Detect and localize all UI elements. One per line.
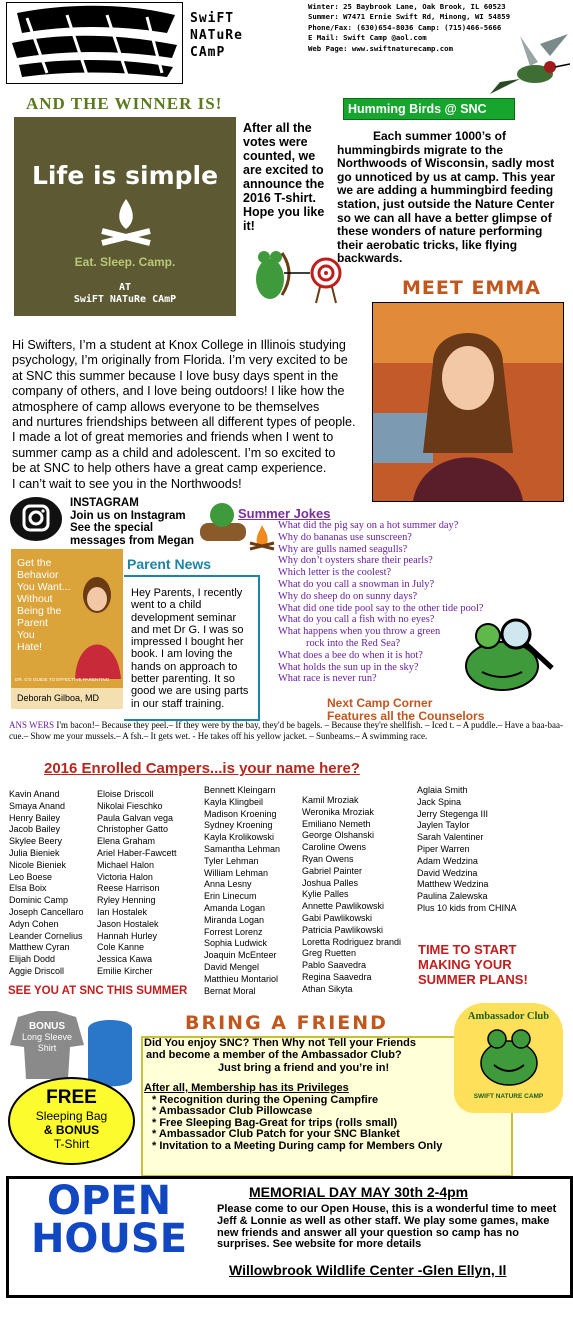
- instagram-line: Join us on Instagram: [70, 509, 186, 522]
- answers-label: ANS WERS: [9, 720, 55, 730]
- emma-photo: [372, 302, 564, 502]
- camper-name: Dominic Camp: [9, 895, 69, 906]
- camper-name: Weronika Mroziak: [302, 806, 374, 817]
- camper-name: Joshua Palles: [302, 877, 359, 888]
- camper-name: Greg Ruetten: [302, 948, 357, 959]
- ambassador-title: Ambassador Club: [467, 1011, 550, 1022]
- ambassador-subtitle: SWIFT NATURE CAMP: [473, 1093, 544, 1100]
- bring-a-friend-title: BRING A FRIEND: [185, 1012, 388, 1034]
- book-title-line: You Want...: [17, 581, 71, 593]
- joke-item: What did the pig say on a hot summer day?: [278, 520, 459, 531]
- camper-name: Miranda Logan: [204, 914, 265, 925]
- privilege-item: * Free Sleeping Bag-Great for trips (rolls small): [152, 1116, 398, 1129]
- book-author: Deborah Gilboa, MD: [11, 688, 123, 709]
- book-title-line: Being the: [17, 605, 62, 617]
- answers-text: I'm bacon!– Because they peel.– If they were by the bay, they'd be bagels. – Because they're shellfish. – Iced t. – A puddle.– Have a baa-baa-cue.– Show me your mussels.– A fsh.– It gets wet. - He takes off his yellow jacket. – Sunbeams.– A swimming race.: [9, 720, 563, 741]
- joke-item: What do you call a fish with no eyes?: [278, 614, 435, 626]
- hummingbirds-text: Each summer 1000’s of hummingbirds migrate to the Northwoods of Wisconsin, sadly most go unnoticed by us at camp. This year we are adding a hummingbird feeding station, just outside the Nature Center so we can all have a better glimpse of these wonders of nature performing their aerobatic tricks, like flying backwards.: [337, 129, 556, 266]
- camper-name: Matthew Cyran: [9, 942, 70, 953]
- emma-bio-line: company of others, and I love being outdoors! I like how the: [12, 384, 345, 399]
- bring-a-friend-intro: [144, 1037, 504, 1074]
- camper-name: Matthieu Montariol: [204, 973, 279, 984]
- free-line: T-Shirt: [53, 1137, 90, 1151]
- camper-name: Bernat Moral: [204, 985, 256, 996]
- camper-name: Ryley Henning: [97, 895, 156, 906]
- camper-name: Caroline Owens: [302, 842, 367, 853]
- camp-name-line: SwiFT: [190, 11, 235, 26]
- campfire-icon: [96, 195, 156, 251]
- camper-name: Adam Wedzina: [417, 855, 478, 866]
- camper-name: Joseph Cancellaro: [9, 906, 84, 917]
- shirt-slogan: Life is simple: [31, 161, 219, 190]
- joke-item: rock into the Red Sea?: [306, 637, 401, 649]
- book-title-line: Behavior: [17, 569, 59, 581]
- counselors-line: Features all the Counselors: [327, 709, 485, 723]
- camper-name: William Lehman: [204, 867, 269, 878]
- camper-name: Joaquin McEnteer: [204, 950, 277, 961]
- jokes-title: Summer Jokes: [238, 506, 331, 521]
- tshirt-design-image: [14, 117, 236, 316]
- shirt-camp: SwiFT NATuRe CAmP: [73, 294, 177, 305]
- camper-name: Aggie Driscoll: [9, 965, 65, 976]
- free-line: & BONUS: [43, 1123, 100, 1137]
- bonus-line: Shirt: [37, 1043, 57, 1053]
- intro-line: and become a member of the Ambassador Club?: [146, 1049, 402, 1062]
- camper-name: Leo Boese: [9, 871, 53, 882]
- camper-name: Michael Halon: [97, 859, 155, 870]
- free-sleeping-bag-badge: [8, 1077, 135, 1165]
- email-link[interactable]: E Mail: Swift Camp @aol.com: [308, 33, 427, 43]
- web-link[interactable]: Web Page: www.swiftnaturecamp.com: [308, 43, 453, 53]
- camper-name: Eloise Driscoll: [97, 789, 154, 799]
- intro-line: Just bring a friend and you’re in!: [218, 1061, 390, 1074]
- phone-info: Phone/Fax: (630)654-8036 Camp: (715)466-5666: [308, 22, 502, 32]
- book-title-line: Without: [17, 593, 53, 605]
- time-to-start: [418, 942, 528, 987]
- camper-name: Plus 10 kids from CHINA: [417, 902, 517, 913]
- camper-name: David Mengel: [204, 961, 260, 972]
- parent-news-title: Parent News: [127, 556, 212, 572]
- book-title-line: Parent: [17, 617, 48, 629]
- camper-name: Kayla Klingbeil: [204, 796, 264, 807]
- instagram-line: See the special: [70, 522, 154, 534]
- camper-name: Leander Cornelius: [9, 930, 83, 941]
- frog-magnifier-icon: [452, 608, 564, 692]
- camper-name: Smaya Anand: [9, 800, 66, 811]
- instagram-title: INSTAGRAM: [70, 497, 139, 509]
- camper-name: Jack Spina: [417, 796, 462, 807]
- hummingbirds-title: Humming Birds @ SNC: [343, 98, 515, 120]
- camper-name: Jacob Bailey: [9, 824, 61, 835]
- hummingbird-icon: [480, 34, 570, 104]
- camper-name: Amanda Logan: [204, 902, 266, 913]
- summer-address: Summer: W7471 Ernie Swift Rd, Minong, WI 54859: [308, 12, 511, 22]
- camper-name: Piper Warren: [417, 843, 470, 854]
- privilege-item: * Ambassador Club Pillowcase: [152, 1105, 313, 1118]
- camper-name: George Olshanski: [302, 830, 375, 841]
- camper-name: Ryan Owens: [302, 853, 354, 864]
- joke-item: What happens when you throw a green: [278, 626, 441, 638]
- camper-name: David Wedzina: [417, 867, 478, 878]
- emma-bio-line: be at SNC to help others have a great camp experience.: [12, 461, 327, 476]
- camper-name: Hannah Hurley: [97, 930, 158, 941]
- time-to-start-line: MAKING YOUR: [418, 957, 512, 972]
- instagram-line: messages from Megan: [70, 534, 194, 547]
- enrolled-title: 2016 Enrolled Campers...is your name here?: [44, 760, 360, 777]
- camper-name: Sydney Kroening: [204, 820, 273, 831]
- camper-name: Athan Sikyta: [302, 983, 353, 994]
- camper-name: Matthew Wedzina: [417, 879, 489, 890]
- free-label: FREE: [46, 1087, 97, 1108]
- book-subtitle: DR. G'S GUIDE TO EFFECTIVE PARENTING: [15, 677, 110, 682]
- book-title-line: Hate!: [17, 641, 43, 653]
- winner-text: After all the votes were counted, we are excited to announce the 2016 T-shirt. Hope you like it!: [243, 121, 325, 233]
- instagram-text: [70, 497, 194, 547]
- ambassador-club-logo: [454, 1003, 563, 1113]
- parent-news-text: Hey Parents, I recently went to a child development seminar and met Dr G. I was so impressed I bought her book. I am loving the hands on approach to better parenting. It so good we are using parts in our staff training.: [131, 587, 249, 710]
- joke-item: What did one tide pool say to the other tide pool?: [278, 602, 484, 614]
- camper-name: Jason Hostalek: [97, 918, 159, 929]
- camper-column: [302, 795, 401, 996]
- see-you-at-snc: SEE YOU AT SNC THIS SUMMER: [8, 985, 188, 997]
- camper-name: Anna Lesny: [204, 879, 252, 890]
- author-photo: [67, 573, 123, 679]
- time-to-start-line: TIME TO START: [418, 942, 517, 957]
- open-house-date: MEMORIAL DAY MAY 30th 2-4pm: [249, 1184, 469, 1200]
- camper-name: Kamil Mroziak: [302, 795, 359, 805]
- shirt-tagline: Eat. Sleep. Camp.: [74, 255, 176, 269]
- camper-name: Nicole Bieniek: [9, 859, 67, 870]
- camper-name: Samantha Lehman: [204, 843, 281, 854]
- intro-line: Did You enjoy SNC? Then Why not Tell your Friends: [144, 1037, 416, 1049]
- joke-item: Why are gulls named seagulls?: [278, 543, 408, 555]
- camper-name: Elijah Dodd: [9, 954, 56, 965]
- privileges-heading: After all, Membership has its Privileges: [144, 1082, 349, 1094]
- instagram-icon[interactable]: [10, 497, 62, 541]
- emma-bio-line: summer camp as a child and adolescent. I’m so excited to: [12, 445, 336, 460]
- joke-item: What do you call a snowman in July?: [278, 578, 435, 590]
- frog-handshake-icon: [472, 1027, 546, 1089]
- camper-name: Forrest Lorenz: [204, 926, 263, 937]
- emma-bio-line: at SNC this summer because I love busy days spent in the: [12, 368, 339, 383]
- camper-name: Henry Bailey: [9, 812, 61, 823]
- privileges-list: [144, 1083, 442, 1153]
- joke-item: Why do bananas use sunscreen?: [278, 531, 412, 543]
- camper-name: Madison Kroening: [204, 808, 277, 819]
- open-house-location: Willowbrook Wildlife Center -Glen Ellyn, Il: [229, 1262, 507, 1278]
- camper-name: Gabi Pawlikowski: [302, 912, 373, 923]
- open-house-word: OPEN: [46, 1178, 172, 1224]
- winner-title: AND THE WINNER IS!: [26, 94, 223, 113]
- privilege-item: * Ambassador Club Patch for your SNC Blanket: [152, 1128, 400, 1141]
- camper-name: Emiliano Nemeth: [302, 818, 371, 829]
- counselors-line: Next Camp Corner: [327, 696, 433, 710]
- camper-name: Patricia Pawlikowski: [302, 924, 384, 935]
- emma-bio-line: I made a lot of great memories and friends when I went to: [12, 430, 334, 445]
- book-title-line: You: [17, 629, 35, 641]
- canoe-logo-icon: [7, 3, 182, 83]
- joke-item: What does a bee do when it is hot?: [278, 649, 423, 661]
- bonus-line: Long Sleeve: [21, 1032, 73, 1042]
- camper-name: Jaylen Taylor: [417, 820, 470, 831]
- joke-item: Why do sheep do on sunny days?: [278, 590, 418, 602]
- winter-address: Winter: 25 Baybrook Lane, Oak Brook, IL 60523: [308, 2, 506, 11]
- camper-name: Annette Pawlikowski: [302, 901, 385, 912]
- camper-name: Loretta Rodriguez brandi: [302, 936, 402, 947]
- book-title: [17, 557, 71, 653]
- joke-item: Which letter is the coolest?: [278, 567, 392, 579]
- camper-name: Pablo Saavedra: [302, 960, 367, 971]
- camper-name: Elena Graham: [97, 836, 156, 847]
- camper-name: Sarah Valentiner: [417, 832, 484, 843]
- camper-name: Bennett Kleingarn: [204, 785, 276, 795]
- emma-bio-line: I can’t wait to see you in the Northwoods!: [12, 476, 242, 491]
- camper-column: [97, 789, 177, 978]
- camper-name: Cole Kanne: [97, 942, 145, 953]
- meet-emma-title: MEET EMMA: [402, 277, 541, 299]
- privilege-item: * Recognition during the Opening Campfire: [152, 1093, 379, 1106]
- open-house-text: Please come to our Open House, this is a wonderful time to meet Jeff & Lonnie as well as other staff. We play some games, make new friends and answer all your question so camp has no surprises. See website for more details: [217, 1203, 557, 1251]
- camper-name: Erin Linecum: [204, 891, 257, 902]
- book-title-line: Get the: [17, 557, 52, 569]
- camper-name: Aglaia Smith: [417, 785, 468, 795]
- camper-name: Tyler Lehman: [204, 855, 259, 866]
- camper-name: Paula Galvan vega: [97, 812, 174, 823]
- time-to-start-line: SUMMER PLANS!: [418, 972, 528, 987]
- camper-name: Christopher Gatto: [97, 824, 169, 835]
- camper-name: Jerry Stegenga III: [417, 808, 489, 819]
- camper-name: Victoria Halon: [97, 871, 153, 882]
- camper-name: Jessica Kawa: [97, 954, 153, 965]
- joke-item: What race is never run?: [278, 673, 377, 685]
- privilege-item: * Invitation to a Meeting During camp for Members Only: [152, 1139, 443, 1152]
- camper-column: [9, 789, 84, 978]
- camper-name: Regina Saavedra: [302, 971, 372, 982]
- emma-bio-line: atmosphere of camp allows everyone to be themselves: [12, 399, 320, 414]
- emma-bio-line: Hi Swifters, I’m a student at Knox College in Illinois studying: [12, 338, 346, 352]
- camper-column: [204, 785, 280, 997]
- shirt-at-line: [14, 282, 236, 306]
- camper-name: Adyn Cohen: [9, 918, 59, 929]
- camper-name: Paulina Zalewska: [417, 891, 488, 902]
- camper-name: Kylie Palles: [302, 889, 349, 900]
- camper-name: Sophia Ludwick: [204, 938, 268, 949]
- emma-bio-line: and nurtures friendships between all different types of people.: [12, 415, 356, 430]
- joke-item: What holds the sun up in the sky?: [278, 661, 419, 673]
- camper-column: [417, 785, 517, 915]
- camper-name: Ariel Haber-Fawcett: [97, 847, 177, 858]
- camper-name: Gabriel Painter: [302, 865, 363, 876]
- camp-logo: [6, 2, 183, 84]
- open-house-word: HOUSE: [30, 1216, 188, 1262]
- emma-bio-line: psychology, I’m originally from Florida. I’m very excited to be: [12, 353, 348, 368]
- camper-name: Julia Bieniek: [9, 847, 60, 858]
- camper-name: Nikolai Fieschko: [97, 800, 163, 811]
- camp-name-line: NATuRe: [190, 28, 243, 43]
- camper-name: Ian Hostalek: [97, 906, 148, 917]
- camper-name: Kayla Krolikowski: [204, 832, 275, 843]
- camp-name-line: CAmP: [190, 45, 226, 60]
- camper-name: Reese Harrison: [97, 883, 160, 894]
- bonus-shirt-label: [14, 1021, 80, 1054]
- shirt-at: AT: [118, 282, 132, 293]
- camper-name: Emilie Kircher: [97, 965, 153, 976]
- camp-name: [190, 10, 243, 61]
- camper-name: Skylee Beery: [9, 836, 63, 847]
- camper-name: Elsa Boix: [9, 883, 47, 894]
- joke-item: Why don’t oysters share their pearls?: [278, 555, 433, 567]
- open-house-title: [11, 1178, 207, 1262]
- free-line: Sleeping Bag: [35, 1109, 108, 1123]
- parenting-book-image: [11, 549, 123, 709]
- camper-name: Kavin Anand: [9, 789, 60, 799]
- frog-archer-icon: [248, 243, 343, 305]
- joke-answers: [9, 720, 565, 741]
- emma-bio: [12, 338, 367, 492]
- bonus-line: BONUS: [28, 1021, 66, 1032]
